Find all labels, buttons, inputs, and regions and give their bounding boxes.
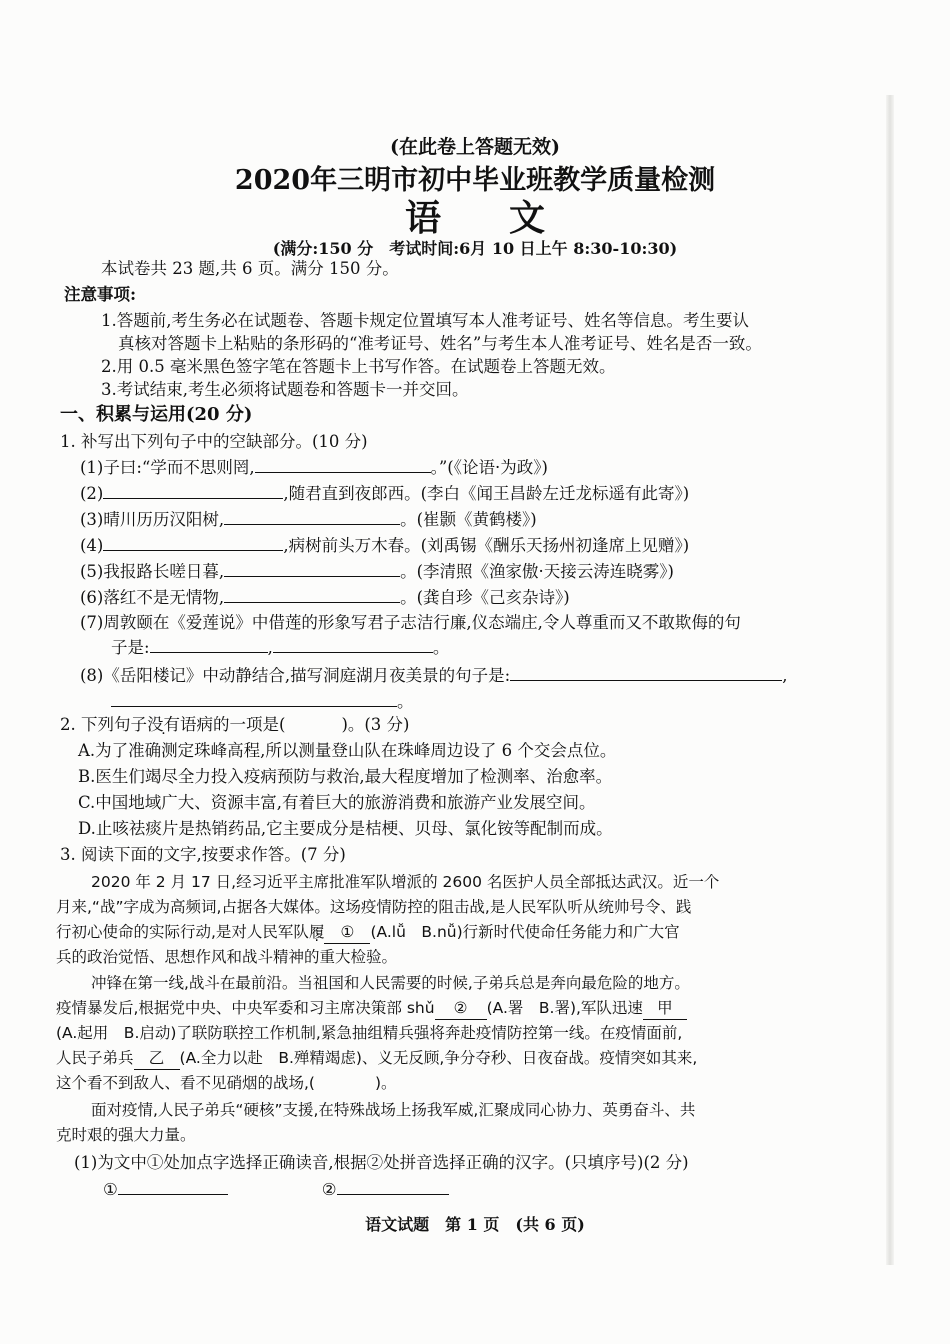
- section-heading-1: 一、积累与运用(20 分): [60, 404, 253, 425]
- answer-blank[interactable]: [103, 482, 283, 499]
- q2-stem: 2. 下列句子没有语病的一项是( )。(3 分): [60, 715, 410, 734]
- q2-option-d: D.止咳祛痰片是热销药品,它主要成分是桔梗、贝母、氯化铵等配制而成。: [78, 819, 613, 838]
- exam-title: 2020年三明市初中毕业班教学质量检测: [234, 165, 716, 196]
- answer-blank[interactable]: [118, 1178, 228, 1195]
- passage-p3-line-1: 面对疫情,人民子弟兵“硬核”支援,在特殊战场上扬我军威,汇聚成同心协力、英勇奋斗、共: [91, 1101, 696, 1119]
- q2-option-c: C.中国地域广大、资源丰富,有着巨大的旅游消费和旅游产业发展空间。: [78, 793, 596, 812]
- passage-p2-line-4: 人民子弟兵 乙 (A.全力以赴 B.殚精竭虑)、义无反顾,争分夺秒、日夜奋战。疫情突如其来,: [56, 1047, 697, 1070]
- answer-blank[interactable]: [255, 456, 431, 473]
- note-line-2: 真核对答题卡上粘贴的条形码的“准考证号、姓名”与考生本人准考证号、姓名是否一致。: [118, 334, 762, 353]
- q1-item-7-line-1: (7)周敦颐在《爱莲说》中借莲的形象写君子志洁行廉,仪态端庄,令人尊重而又不敢欺侮的句: [80, 613, 741, 632]
- q1-item-6: (6)落红不是无情物, 。(龚自珍《己亥杂诗》): [80, 588, 570, 607]
- note-line-4: 3.考试结束,考生必须将试题卷和答题卡一并交回。: [101, 380, 469, 399]
- passage-p1-line-4: 兵的政治觉悟、思想作风和战斗精神的重大检验。: [56, 948, 398, 966]
- passage-p1-line-3: 行初心使命的实际行动,是对人民军队履 ① (A.lǚ B.nǚ)行新时代使命任务能力和广大官: [56, 921, 680, 944]
- note-line-3: 2.用 0.5 毫米黑色签字笔在答题卡上书写作答。在试题卷上答题无效。: [101, 357, 616, 376]
- answer-blank[interactable]: [111, 690, 397, 707]
- note-line-1: 1.答题前,考生务必在试题卷、答题卡规定位置填写本人准考证号、姓名等信息。考生要认: [101, 311, 749, 330]
- q1-item-1: (1)子曰:“学而不思则罔, 。”(《论语·为政》): [80, 458, 548, 477]
- header-notice: (在此卷上答题无效): [390, 136, 560, 158]
- q1-stem: 1. 补写出下列句子中的空缺部分。(10 分): [60, 432, 368, 451]
- q1-item-7-line-2: 子是: , 。: [111, 638, 450, 657]
- q1-item-8-line-2: 。: [111, 690, 414, 713]
- q3-stem: 3. 阅读下面的文字,按要求作答。(7 分): [60, 845, 346, 864]
- q1-item-2: (2) ,随君直到夜郎西。(李白《闻王昌龄左迁龙标遥有此寄》): [80, 484, 690, 503]
- answer-blank[interactable]: [224, 508, 400, 525]
- intro-line: 本试卷共 23 题,共 6 页。满分 150 分。: [101, 259, 399, 278]
- page-footer: 语文试题 第 1 页 (共 6 页): [365, 1215, 585, 1234]
- q2-option-b: B.医生们竭尽全力投入疫病预防与救治,最大程度增加了检测率、治愈率。: [78, 767, 613, 786]
- page-edge-shadow: [886, 95, 894, 1265]
- answer-blank[interactable]: [224, 586, 400, 603]
- passage-p2-line-1: 冲锋在第一线,战斗在最前沿。当祖国和人民需要的时候,子弟兵总是奔向最危险的地方。: [91, 974, 690, 992]
- q2-option-a: A.为了准确测定珠峰高程,所以测量登山队在珠峰周边设了 6 个交会点位。: [78, 741, 617, 760]
- passage-p3-line-2: 克时艰的强大力量。: [56, 1126, 196, 1144]
- passage-p2-line-3: (A.起用 B.启动)了联防联控工作机制,紧急抽组精兵强将奔赴疫情防控第一线。在疫情面前,: [56, 1024, 683, 1042]
- passage-p1-line-1: 2020 年 2 月 17 日,经习近平主席批准军队增派的 2600 名医护人员全部抵达武汉。近一个: [91, 873, 720, 891]
- passage-p2-line-2: 疫情暴发后,根据党中央、中央军委和习主席决策部 shǔ ② (A.署 B.署),军队迅速 甲: [56, 997, 687, 1020]
- answer-blank[interactable]: [150, 636, 268, 653]
- q1-item-3: (3)晴川历历汉阳树, 。(崔颢《黄鹤楼》): [80, 510, 537, 529]
- q1-item-5: (5)我报路长嗟日暮, 。(李清照《渔家傲·天接云涛连晓雾》): [80, 562, 674, 581]
- exam-meta: (满分:150 分 考试时间:6月 10 日上午 8:30-10:30): [272, 239, 678, 258]
- passage-p1-line-2: 月来,“战”字成为高频词,占据各大媒体。这场疫情防控的阻击战,是人民军队听从统帅号令、践: [56, 898, 692, 916]
- answer-blank[interactable]: [224, 560, 400, 577]
- answer-blank[interactable]: [103, 534, 283, 551]
- q1-item-4: (4) ,病树前头万木春。(刘禹锡《酬乐天扬州初逢席上见赠》): [80, 536, 690, 555]
- q3-sub-1: (1)为文中①处加点字选择正确读音,根据②处拼音选择正确的汉字。(只填序号)(2 分): [74, 1153, 689, 1172]
- answer-blank[interactable]: [337, 1178, 449, 1195]
- answer-blank[interactable]: [510, 664, 782, 681]
- answer-blank[interactable]: [273, 636, 433, 653]
- passage-p2-line-5: 这个看不到敌人、看不见硝烟的战场,( )。: [56, 1074, 397, 1092]
- q1-item-8: (8)《岳阳楼记》中动静结合,描写洞庭湖月夜美景的句子是: ,: [80, 666, 788, 685]
- subject-title: 语文: [404, 197, 613, 239]
- notes-heading: 注意事项:: [64, 285, 137, 304]
- q3-sub-1-answers: ① ②: [103, 1178, 449, 1201]
